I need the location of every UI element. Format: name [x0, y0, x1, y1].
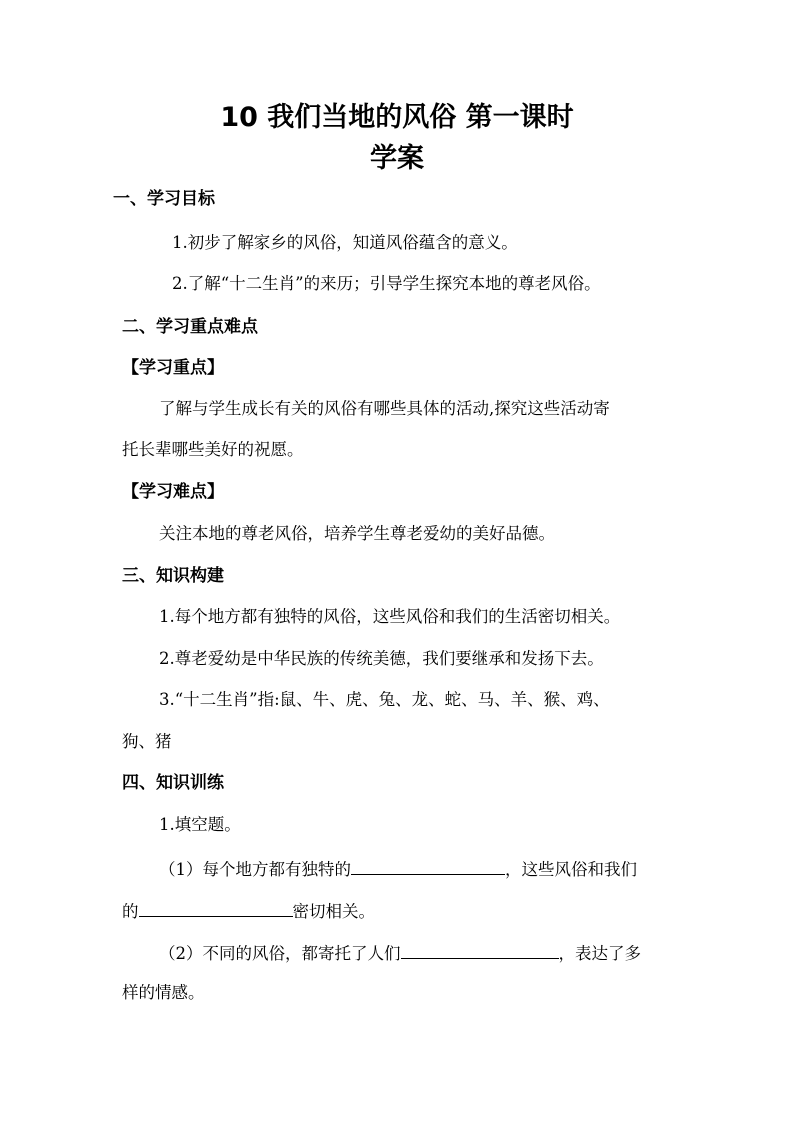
objective-item-1: 1.初步了解家乡的风俗，知道风俗蕴含的意义。 [172, 233, 518, 252]
difficult-point-text: 关注本地的尊老风俗，培养学生尊老爱幼的美好品德。 [159, 524, 555, 543]
question-2-text-b: ，表达了多 [558, 944, 641, 963]
exercise-question-2-continued: 样的情感。 [122, 983, 205, 1002]
objective-item-2: 2.了解“十二生肖”的来历；引导学生探究本地的尊老风俗。 [172, 274, 601, 293]
section-heading-exercises: 四、知识训练 [122, 773, 224, 793]
fill-blank-2[interactable] [139, 898, 293, 917]
section-heading-key-points: 二、学习重点难点 [122, 317, 258, 337]
key-point-text-line-2: 托长辈哪些美好的祝愿。 [122, 440, 304, 459]
question-1-text-d: 密切相关。 [292, 902, 375, 921]
question-2-text-a: （2）不同的风俗，都寄托了人们 [159, 944, 401, 963]
question-1-text-c: 的 [122, 902, 139, 921]
difficult-point-label: 【学习难点】 [122, 482, 224, 502]
section-heading-knowledge: 三、知识构建 [122, 566, 224, 586]
page-subtitle: 学案 [370, 143, 424, 174]
knowledge-item-3-continued: 狗、猪 [122, 732, 172, 751]
exercise-title: 1.填空题。 [159, 815, 241, 834]
fill-blank-3[interactable] [401, 940, 559, 959]
question-1-text-b: ，这些风俗和我们 [505, 860, 637, 879]
key-point-label: 【学习重点】 [122, 358, 224, 378]
knowledge-item-3: 3.“十二生肖”指:鼠、牛、虎、兔、龙、蛇、马、羊、猴、鸡、 [159, 690, 610, 709]
knowledge-item-1: 1.每个地方都有独特的风俗，这些风俗和我们的生活密切相关。 [159, 607, 621, 626]
page-title: 10 我们当地的风俗 第一课时 [220, 102, 574, 133]
question-1-text-a: （1）每个地方都有独特的 [159, 860, 351, 879]
knowledge-item-2: 2.尊老爱幼是中华民族的传统美德，我们要继承和发扬下去。 [159, 649, 604, 668]
fill-blank-1[interactable] [351, 856, 505, 875]
key-point-text-line-1: 了解与学生成长有关的风俗有哪些具体的活动,探究这些活动寄 [159, 399, 610, 418]
exercise-question-1-continued [122, 898, 375, 923]
exercise-question-2 [159, 940, 641, 965]
exercise-question-1 [159, 856, 637, 881]
section-heading-objectives: 一、学习目标 [113, 189, 215, 209]
